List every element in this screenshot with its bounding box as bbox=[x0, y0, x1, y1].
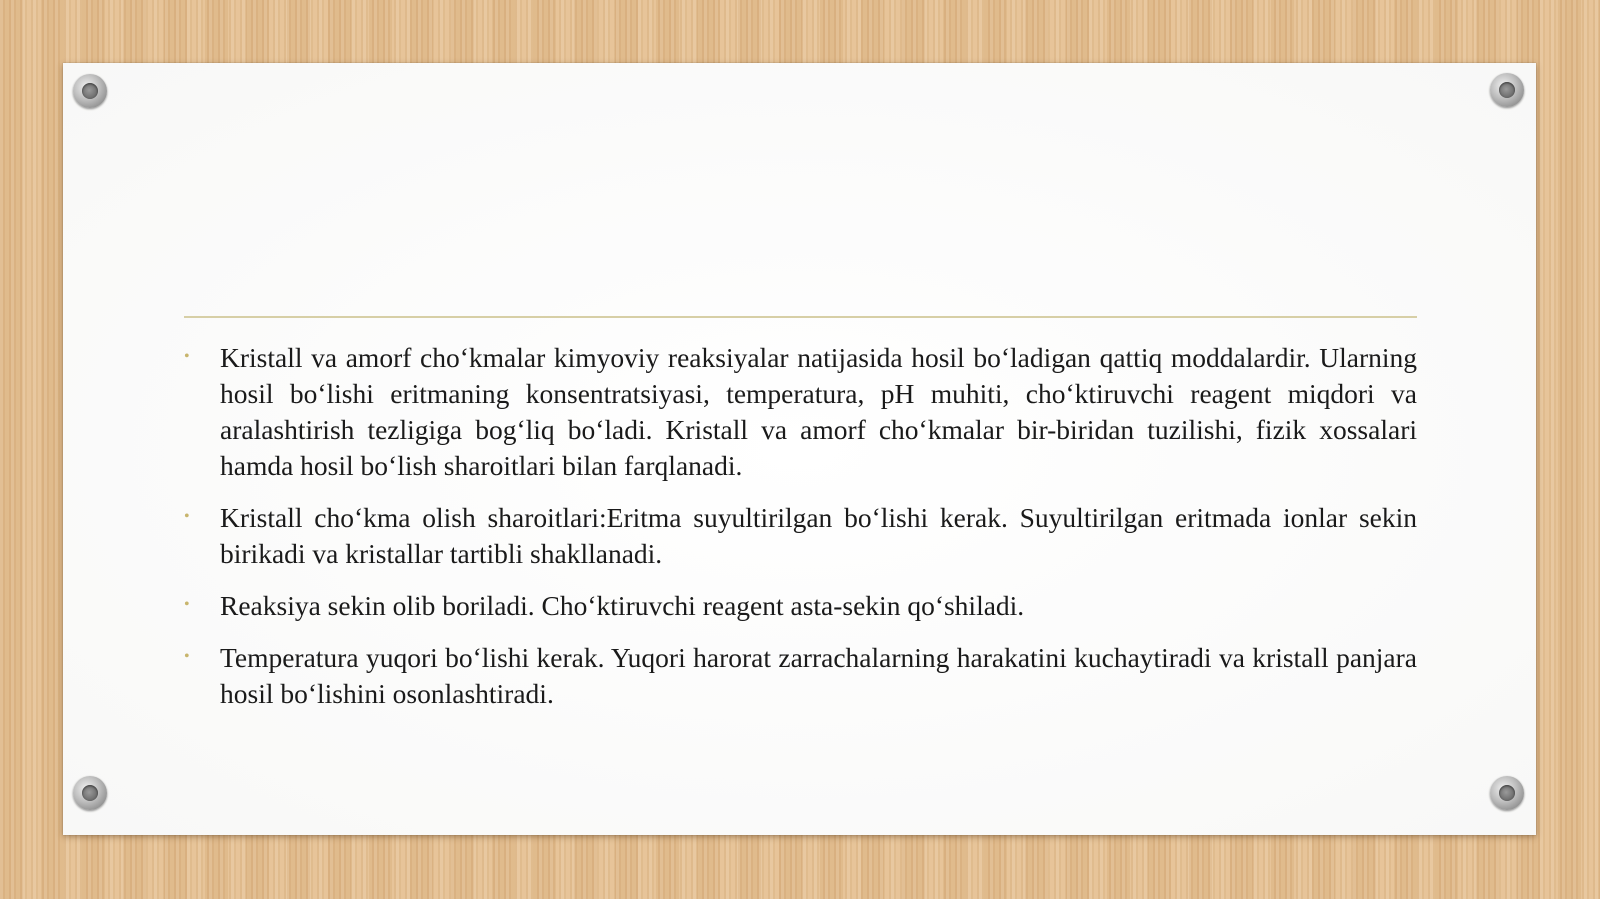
slide-card bbox=[63, 63, 1536, 835]
slide-body bbox=[184, 340, 1417, 728]
bullet-text: Kristall cho‘kma olish sharoitlari:Eritma suyultirilgan bo‘lishi kerak. Suyultirilgan eritmada ionlar sekin birikadi va kristallar tartibli shakllanadi. bbox=[220, 502, 1417, 569]
bullet-text: Reaksiya sekin olib boriladi. Cho‘ktiruvchi reagent asta-sekin qo‘shiladi. bbox=[220, 590, 1025, 621]
list-item bbox=[184, 340, 1417, 484]
list-item bbox=[184, 640, 1417, 712]
bullet-text: Temperatura yuqori bo‘lishi kerak. Yuqori harorat zarrachalarning harakatini kuchaytiradi va kristall panjara hosil bo‘lishini osonlashtiradi. bbox=[220, 642, 1417, 709]
bullet-list bbox=[184, 340, 1417, 712]
title-divider bbox=[184, 316, 1417, 318]
bullet-icon: • bbox=[184, 348, 190, 365]
pin-bottom-right-icon bbox=[1490, 776, 1524, 810]
bullet-icon: • bbox=[184, 648, 190, 665]
pin-top-right-icon bbox=[1490, 73, 1524, 107]
list-item bbox=[184, 588, 1417, 624]
bullet-text: Kristall va amorf cho‘kmalar kimyoviy reaksiyalar natijasida hosil bo‘ladigan qattiq moddalardir. Ularning hosil bo‘lishi eritmaning konsentratsiyasi, temperatura, pH muhiti, cho‘ktiruvchi reagent miqdori va aralashtirish tezligiga bog‘liq bo‘ladi. Kristall va amorf cho‘kmalar bir-biridan tuzilishi, fizik xossalari hamda hosil bo‘lish sharoitlari bilan farqlanadi. bbox=[220, 342, 1417, 481]
list-item bbox=[184, 500, 1417, 572]
pin-bottom-left-icon bbox=[73, 776, 107, 810]
bullet-icon: • bbox=[184, 508, 190, 525]
bullet-icon: • bbox=[184, 596, 190, 613]
pin-top-left-icon bbox=[73, 74, 107, 108]
